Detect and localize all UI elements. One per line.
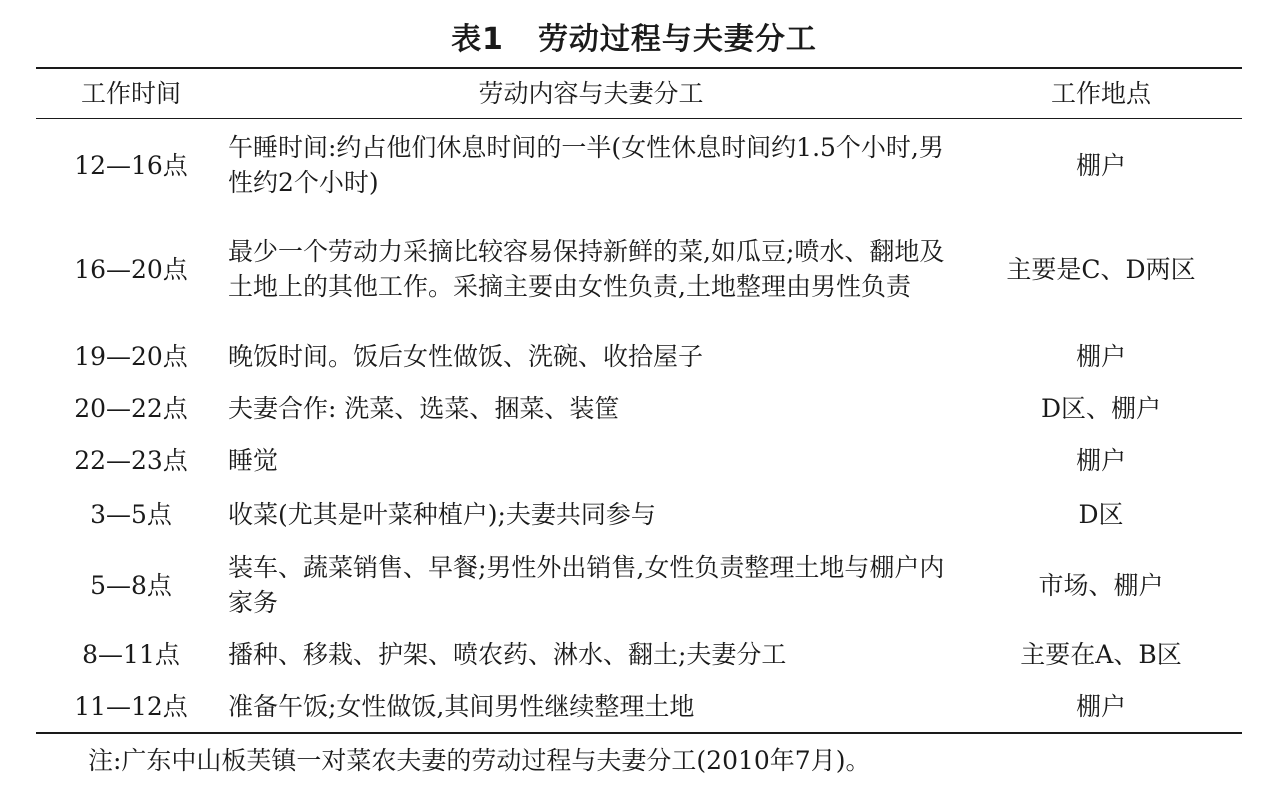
cell-time: 20—22点 xyxy=(74,393,188,423)
table-number: 表1 xyxy=(451,22,504,57)
table-row xyxy=(36,208,1242,330)
cell-content-text: 装车、蔬菜销售、早餐;男性外出销售,女性负责整理土地与棚户内家务 xyxy=(228,553,945,617)
table-row xyxy=(36,486,1242,542)
table-row xyxy=(36,628,1242,680)
cell-content-text: 最少一个劳动力采摘比较容易保持新鲜的菜,如瓜豆;喷水、翻地及土地上的其他工作。采摘主要由女性负责,土地整理由男性负责 xyxy=(228,237,945,301)
cell-place: 棚户 xyxy=(1075,445,1126,475)
cell-place: D区、棚户 xyxy=(1040,393,1162,423)
cell-place: 棚户 xyxy=(1075,341,1126,371)
table-row xyxy=(36,382,1242,434)
cell-time: 22—23点 xyxy=(74,445,188,475)
cell-time: 16—20点 xyxy=(74,254,188,284)
cell-content-text: 准备午饭;女性做饭,其间男性继续整理土地 xyxy=(228,691,695,721)
cell-content xyxy=(228,486,958,542)
table-title: 劳动过程与夫妻分工 xyxy=(537,22,817,57)
cell-time: 12—16点 xyxy=(74,150,188,180)
cell-content xyxy=(228,208,958,330)
cell-time: 3—5点 xyxy=(90,499,172,529)
cell-content-text: 收菜(尤其是叶菜种植户);夫妻共同参与 xyxy=(228,499,656,529)
cell-time: 8—11点 xyxy=(82,639,180,669)
cell-content xyxy=(228,680,958,732)
table-caption xyxy=(0,14,1268,58)
cell-content xyxy=(228,542,958,628)
cell-content-text: 睡觉 xyxy=(228,445,279,475)
cell-place: 主要是C、D两区 xyxy=(1006,254,1196,284)
header-work-time: 工作时间 xyxy=(80,79,181,108)
cell-content-text: 播种、移栽、护架、喷农药、淋水、翻土;夫妻分工 xyxy=(228,639,787,669)
cell-content xyxy=(228,434,958,486)
header-labor-content: 劳动内容与夫妻分工 xyxy=(478,79,704,108)
cell-content-text: 午睡时间:约占他们休息时间的一半(女性休息时间约1.5个小时,男性约2个小时) xyxy=(228,133,944,197)
table-row xyxy=(36,122,1242,208)
table-note: 注:广东中山板芙镇一对菜农夫妻的劳动过程与夫妻分工(2010年7月)。 xyxy=(88,746,871,775)
cell-place: 棚户 xyxy=(1075,150,1126,180)
cell-content xyxy=(228,122,958,208)
table-header-rule xyxy=(36,118,1242,119)
cell-content xyxy=(228,382,958,434)
cell-place: 市场、棚户 xyxy=(1038,570,1164,600)
cell-content-text: 晚饭时间。饭后女性做饭、洗碗、收拾屋子 xyxy=(228,341,704,371)
table-row xyxy=(36,680,1242,732)
table-bottom-rule xyxy=(36,732,1242,734)
cell-time: 5—8点 xyxy=(90,570,172,600)
cell-time: 19—20点 xyxy=(74,341,188,371)
table-row xyxy=(36,330,1242,382)
cell-content xyxy=(228,628,958,680)
table-row xyxy=(36,542,1242,628)
cell-content-text: 夫妻合作: 洗菜、选菜、捆菜、装筐 xyxy=(228,393,620,423)
header-work-place: 工作地点 xyxy=(1050,79,1151,108)
table-top-rule xyxy=(36,67,1242,69)
cell-place: 棚户 xyxy=(1075,691,1126,721)
cell-place: 主要在A、B区 xyxy=(1020,639,1182,669)
cell-content xyxy=(228,330,958,382)
cell-time: 11—12点 xyxy=(74,691,188,721)
cell-place: D区 xyxy=(1078,499,1124,529)
table-row xyxy=(36,434,1242,486)
